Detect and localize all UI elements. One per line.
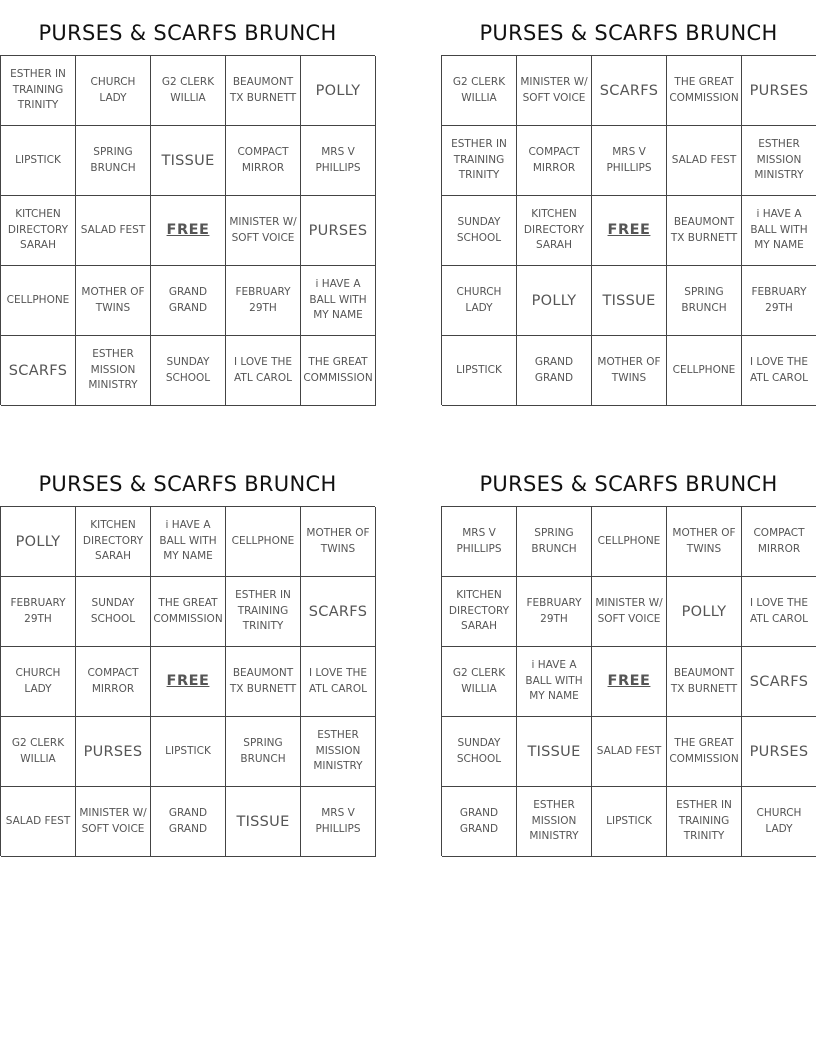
bingo-cell: I LOVE THE ATL CAROL xyxy=(742,336,816,406)
bingo-cell: SCARFS xyxy=(301,577,376,647)
bingo-cell: PURSES xyxy=(742,717,816,787)
bingo-cell: SALAD FEST xyxy=(1,787,76,857)
bingo-cell: TISSUE xyxy=(151,126,226,196)
bingo-cell: ESTHER MISSION MINISTRY xyxy=(517,787,592,857)
bingo-grid xyxy=(441,506,816,856)
bingo-cell: KITCHEN DIRECTORY SARAH xyxy=(517,196,592,266)
card-title: PURSES & SCARFS BRUNCH xyxy=(38,20,337,45)
bingo-cell: COMPACT MIRROR xyxy=(517,126,592,196)
bingo-cell: CELLPHONE xyxy=(667,336,742,406)
free-space-cell: FREE xyxy=(151,647,226,717)
bingo-cell: LIPSTICK xyxy=(442,336,517,406)
bingo-cell: G2 CLERK WILLIA xyxy=(151,56,226,126)
bingo-card xyxy=(441,461,816,856)
bingo-cell: MINISTER W/ SOFT VOICE xyxy=(517,56,592,126)
bingo-cell: BEAUMONT TX BURNETT xyxy=(667,647,742,717)
bingo-cell: POLLY xyxy=(1,507,76,577)
bingo-cell: i HAVE A BALL WITH MY NAME xyxy=(517,647,592,717)
bingo-cell: SPRING BRUNCH xyxy=(517,507,592,577)
bingo-cell: CHURCH LADY xyxy=(742,787,816,857)
bingo-cell: ESTHER IN TRAINING TRINITY xyxy=(667,787,742,857)
bingo-cell: i HAVE A BALL WITH MY NAME xyxy=(301,266,376,336)
bingo-cell: KITCHEN DIRECTORY SARAH xyxy=(442,577,517,647)
bingo-cell: MOTHER OF TWINS xyxy=(592,336,667,406)
bingo-cell: PURSES xyxy=(301,196,376,266)
bingo-cell: GRAND GRAND xyxy=(151,787,226,857)
bingo-cell: COMPACT MIRROR xyxy=(742,507,816,577)
bingo-cell: THE GREAT COMMISSION xyxy=(151,577,226,647)
bingo-cell: i HAVE A BALL WITH MY NAME xyxy=(151,507,226,577)
bingo-cell: MRS V PHILLIPS xyxy=(592,126,667,196)
bingo-grid xyxy=(0,506,375,856)
bingo-cell: SALAD FEST xyxy=(592,717,667,787)
bingo-cell: LIPSTICK xyxy=(151,717,226,787)
bingo-cell: CHURCH LADY xyxy=(1,647,76,717)
bingo-cell: TISSUE xyxy=(517,717,592,787)
bingo-cell: G2 CLERK WILLIA xyxy=(442,56,517,126)
free-space-cell: FREE xyxy=(151,196,226,266)
bingo-cell: KITCHEN DIRECTORY SARAH xyxy=(76,507,151,577)
bingo-card xyxy=(441,10,816,405)
bingo-cell: SCARFS xyxy=(592,56,667,126)
bingo-cell: GRAND GRAND xyxy=(517,336,592,406)
bingo-cell: CHURCH LADY xyxy=(76,56,151,126)
bingo-cell: CELLPHONE xyxy=(1,266,76,336)
bingo-cell: SPRING BRUNCH xyxy=(226,717,301,787)
bingo-cell: SUNDAY SCHOOL xyxy=(442,717,517,787)
bingo-cell: I LOVE THE ATL CAROL xyxy=(226,336,301,406)
bingo-cell: LIPSTICK xyxy=(592,787,667,857)
bingo-cell: POLLY xyxy=(517,266,592,336)
bingo-cell: FEBRUARY 29TH xyxy=(226,266,301,336)
bingo-cell: ESTHER MISSION MINISTRY xyxy=(76,336,151,406)
bingo-cell: MINISTER W/ SOFT VOICE xyxy=(226,196,301,266)
card-title: PURSES & SCARFS BRUNCH xyxy=(479,471,778,496)
bingo-cell: ESTHER MISSION MINISTRY xyxy=(742,126,816,196)
bingo-cell: ESTHER IN TRAINING TRINITY xyxy=(442,126,517,196)
bingo-cell: i HAVE A BALL WITH MY NAME xyxy=(742,196,816,266)
bingo-cell: CELLPHONE xyxy=(226,507,301,577)
bingo-cell: MOTHER OF TWINS xyxy=(76,266,151,336)
bingo-cell: PURSES xyxy=(742,56,816,126)
card-title: PURSES & SCARFS BRUNCH xyxy=(38,471,337,496)
bingo-cell: SALAD FEST xyxy=(76,196,151,266)
bingo-cell: KITCHEN DIRECTORY SARAH xyxy=(1,196,76,266)
bingo-cell: ESTHER MISSION MINISTRY xyxy=(301,717,376,787)
bingo-cell: THE GREAT COMMISSION xyxy=(667,717,742,787)
bingo-cell: BEAUMONT TX BURNETT xyxy=(226,56,301,126)
bingo-cell: SUNDAY SCHOOL xyxy=(151,336,226,406)
bingo-cell: POLLY xyxy=(301,56,376,126)
bingo-cell: TISSUE xyxy=(226,787,301,857)
bingo-cell: SPRING BRUNCH xyxy=(667,266,742,336)
card-title: PURSES & SCARFS BRUNCH xyxy=(479,20,778,45)
bingo-cell: I LOVE THE ATL CAROL xyxy=(742,577,816,647)
bingo-cell: ESTHER IN TRAINING TRINITY xyxy=(226,577,301,647)
bingo-cell: COMPACT MIRROR xyxy=(226,126,301,196)
bingo-cell: G2 CLERK WILLIA xyxy=(442,647,517,717)
bingo-card xyxy=(0,10,375,405)
bingo-cell: GRAND GRAND xyxy=(442,787,517,857)
bingo-cell: ESTHER IN TRAINING TRINITY xyxy=(1,56,76,126)
bingo-cell: POLLY xyxy=(667,577,742,647)
bingo-cell: SUNDAY SCHOOL xyxy=(442,196,517,266)
bingo-cell: CHURCH LADY xyxy=(442,266,517,336)
bingo-cell: MINISTER W/ SOFT VOICE xyxy=(592,577,667,647)
bingo-grid xyxy=(0,55,375,405)
bingo-cell: THE GREAT COMMISSION xyxy=(667,56,742,126)
bingo-cell: BEAUMONT TX BURNETT xyxy=(667,196,742,266)
free-space-cell: FREE xyxy=(592,196,667,266)
bingo-cell: FEBRUARY 29TH xyxy=(1,577,76,647)
bingo-cell: I LOVE THE ATL CAROL xyxy=(301,647,376,717)
bingo-cell: CELLPHONE xyxy=(592,507,667,577)
bingo-cell: SALAD FEST xyxy=(667,126,742,196)
bingo-cell: SCARFS xyxy=(1,336,76,406)
bingo-cell: TISSUE xyxy=(592,266,667,336)
bingo-cell: MOTHER OF TWINS xyxy=(667,507,742,577)
bingo-cell: COMPACT MIRROR xyxy=(76,647,151,717)
bingo-cell: THE GREAT COMMISSION xyxy=(301,336,376,406)
bingo-cell: GRAND GRAND xyxy=(151,266,226,336)
bingo-cell: MRS V PHILLIPS xyxy=(442,507,517,577)
bingo-cell: BEAUMONT TX BURNETT xyxy=(226,647,301,717)
bingo-cell: MOTHER OF TWINS xyxy=(301,507,376,577)
bingo-cell: LIPSTICK xyxy=(1,126,76,196)
bingo-cell: MINISTER W/ SOFT VOICE xyxy=(76,787,151,857)
bingo-cell: G2 CLERK WILLIA xyxy=(1,717,76,787)
bingo-card xyxy=(0,461,375,856)
bingo-cell: PURSES xyxy=(76,717,151,787)
free-space-cell: FREE xyxy=(592,647,667,717)
bingo-cell: SCARFS xyxy=(742,647,816,717)
bingo-cell: SPRING BRUNCH xyxy=(76,126,151,196)
bingo-cell: MRS V PHILLIPS xyxy=(301,787,376,857)
bingo-cell: FEBRUARY 29TH xyxy=(517,577,592,647)
bingo-cell: SUNDAY SCHOOL xyxy=(76,577,151,647)
bingo-cell: FEBRUARY 29TH xyxy=(742,266,816,336)
bingo-cell: MRS V PHILLIPS xyxy=(301,126,376,196)
bingo-grid xyxy=(441,55,816,405)
